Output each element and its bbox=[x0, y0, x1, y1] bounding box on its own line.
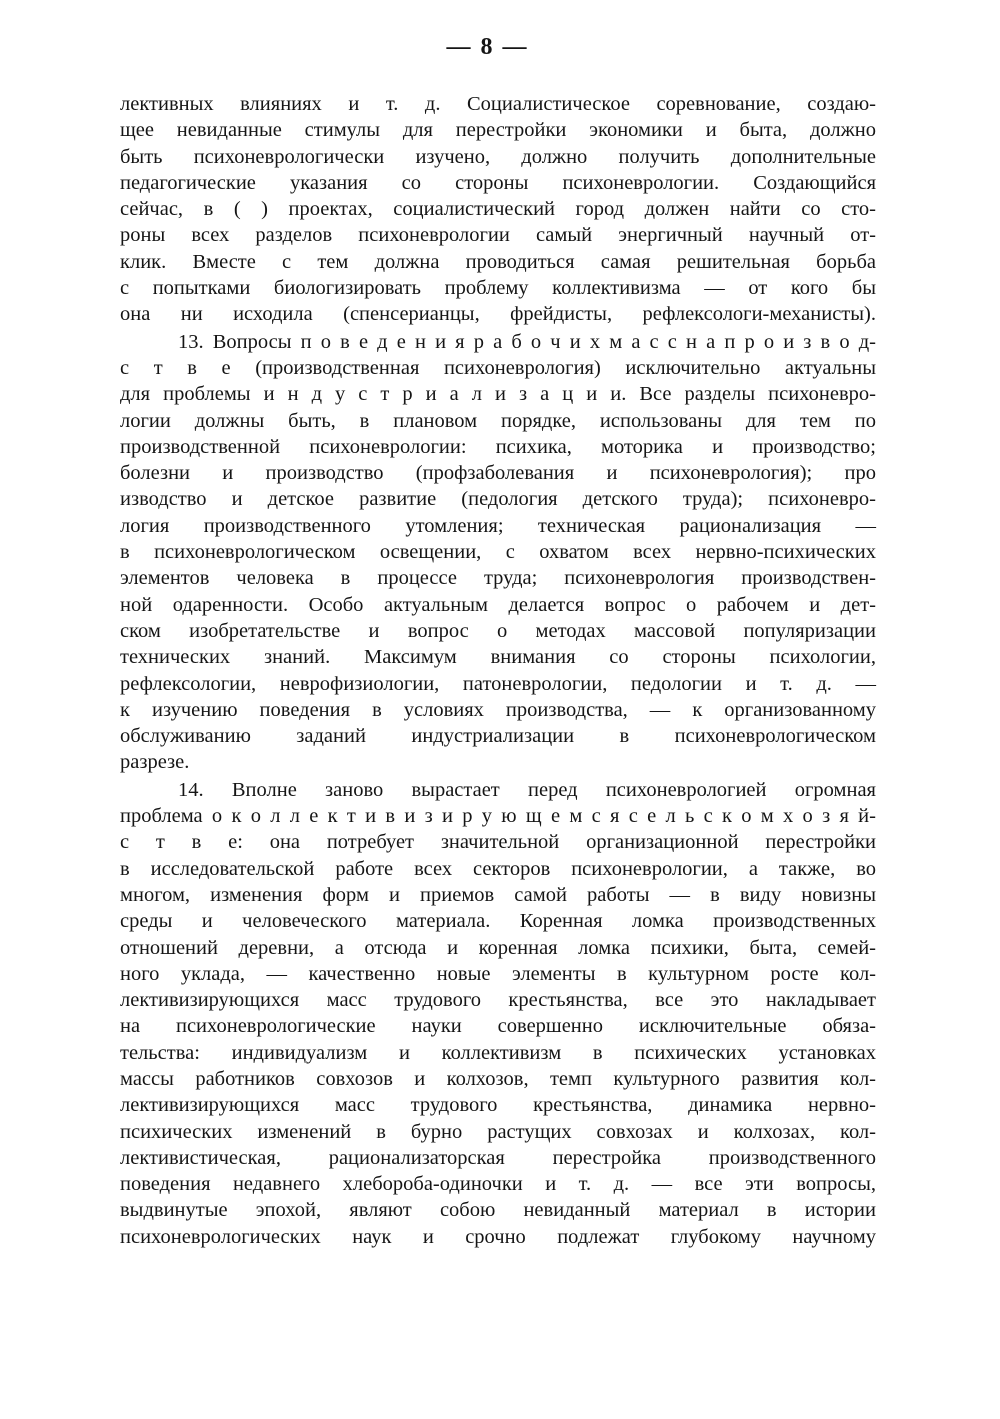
text-line: 13. Вопросы п о в е д е н и я р а б о ч и х м а с с н а п р о и з в о д- bbox=[178, 330, 876, 353]
text-line: ной одаренности. Особо актуальным делается вопрос о рабочем и дет- bbox=[120, 593, 876, 616]
paragraph-13 bbox=[120, 329, 876, 776]
text-line: проблема о к о л л е к т и в и з и р у ю щ е м с я с е л ь с к о м х о з я й- bbox=[120, 805, 876, 828]
text-line: психоневрологических наук и срочно подлежат глубокому научному bbox=[120, 1225, 876, 1248]
page-number: — 8 — bbox=[446, 34, 529, 60]
text-line: с т в е: она потребует значительной организационной перестройки bbox=[120, 831, 876, 854]
text-line: 14. Вполне заново вырастает перед психоневрологией огромная bbox=[178, 778, 876, 801]
text-line: массы работников совхозов и колхозов, темп культурного развития кол- bbox=[120, 1067, 876, 1090]
page-body bbox=[120, 91, 876, 1250]
text-line: болезни и производство (профзаболевания и психоневрология); про bbox=[120, 462, 876, 485]
text-line: лективизирующихся масс трудового крестьянства, все это накладывает bbox=[120, 989, 876, 1012]
text-line: обслуживанию заданий индустриализации в психоневрологическом bbox=[120, 725, 876, 748]
text-line: в психоневрологическом освещении, с охватом всех нервно-психических bbox=[120, 541, 876, 564]
text-line: клик. Вместе с тем должна проводиться самая решительная борьба bbox=[120, 250, 876, 273]
text-line: логии должны быть, в плановом порядке, использованы для тем по bbox=[120, 409, 876, 432]
paragraph-14 bbox=[120, 777, 876, 1250]
text-line: роны всех разделов психоневрологии самый энергичный научный от- bbox=[120, 224, 876, 247]
text-line: педагогические указания со стороны психоневрологии. Создающийся bbox=[120, 171, 876, 194]
text-line: отношений деревни, а отсюда и коренная ломка психики, быта, семей- bbox=[120, 936, 876, 959]
text-line: элементов человека в процессе труда; психоневрология производствен- bbox=[120, 567, 876, 590]
text-line: изводство и детское развитие (педология детского труда); психоневро- bbox=[120, 488, 876, 511]
text-line: выдвинутые эпохой, являют собою невиданный материал в истории bbox=[120, 1199, 876, 1222]
text-line: на психоневрологические науки совершенно исключительные обяза- bbox=[120, 1015, 876, 1038]
text-line: технических знаний. Максимум внимания со стороны психологии, bbox=[120, 646, 876, 669]
text-line: психических изменений в бурно растущих совхозах и колхозах, кол- bbox=[120, 1120, 876, 1143]
text-line: ском изобретательстве и вопрос о методах массовой популяризации bbox=[120, 619, 876, 642]
text-line: щее невиданные стимулы для перестройки экономики и быта, должно bbox=[120, 119, 876, 142]
text-line: логия производственного утомления; техническая рационализация — bbox=[120, 514, 876, 537]
text-line: среды и человеческого материала. Коренная ломка производственных bbox=[120, 910, 876, 933]
text-line: тельства: индивидуализм и коллективизм в психических установках bbox=[120, 1041, 876, 1064]
text-line: лективистическая, рационализаторская перестройка производственного bbox=[120, 1146, 876, 1169]
text-line: многом, изменения форм и приемов самой работы — в виду новизны bbox=[120, 883, 876, 906]
text-line: лективных влияниях и т. д. Социалистическое соревнование, создаю- bbox=[120, 93, 876, 115]
text-line: с попытками биологизировать проблему коллективизма — от кого бы bbox=[120, 277, 876, 300]
text-line: производственной психоневрологии: психика, моторика и производство; bbox=[120, 435, 876, 458]
text-line: к изучению поведения в условиях производства, — к организованному bbox=[120, 698, 876, 721]
paragraph-continuation bbox=[120, 91, 876, 328]
text-line: сейчас, в ( ) проектах, социалистический город должен найти со сто- bbox=[120, 198, 876, 221]
text-line: с т в е (производственная психоневрология) исключительно актуальны bbox=[120, 356, 876, 379]
text-line: для проблемы и н д у с т р и а л и з а ц и и. Все разделы психоневро- bbox=[120, 383, 876, 406]
text-line: быть психоневрологически изучено, должно получить дополнительные bbox=[120, 145, 876, 168]
text-line: в исследовательской работе всех секторов психоневрологии, а также, во bbox=[120, 857, 876, 880]
text-line: лективизирующихся масс трудового крестьянства, динамика нервно- bbox=[120, 1094, 876, 1117]
text-line: рефлексологии, неврофизиологии, патоневрологии, педологии и т. д. — bbox=[120, 672, 876, 695]
text-line: она ни исходила (спенсерианцы, фрейдисты, рефлексологи-механисты). bbox=[120, 303, 876, 326]
text-line: поведения недавнего хлебороба-одиночки и т. д. — все эти вопросы, bbox=[120, 1173, 876, 1196]
text-line: ного уклада, — качественно новые элементы в культурном росте кол- bbox=[120, 962, 876, 985]
text-line: разрезе. bbox=[120, 751, 190, 774]
